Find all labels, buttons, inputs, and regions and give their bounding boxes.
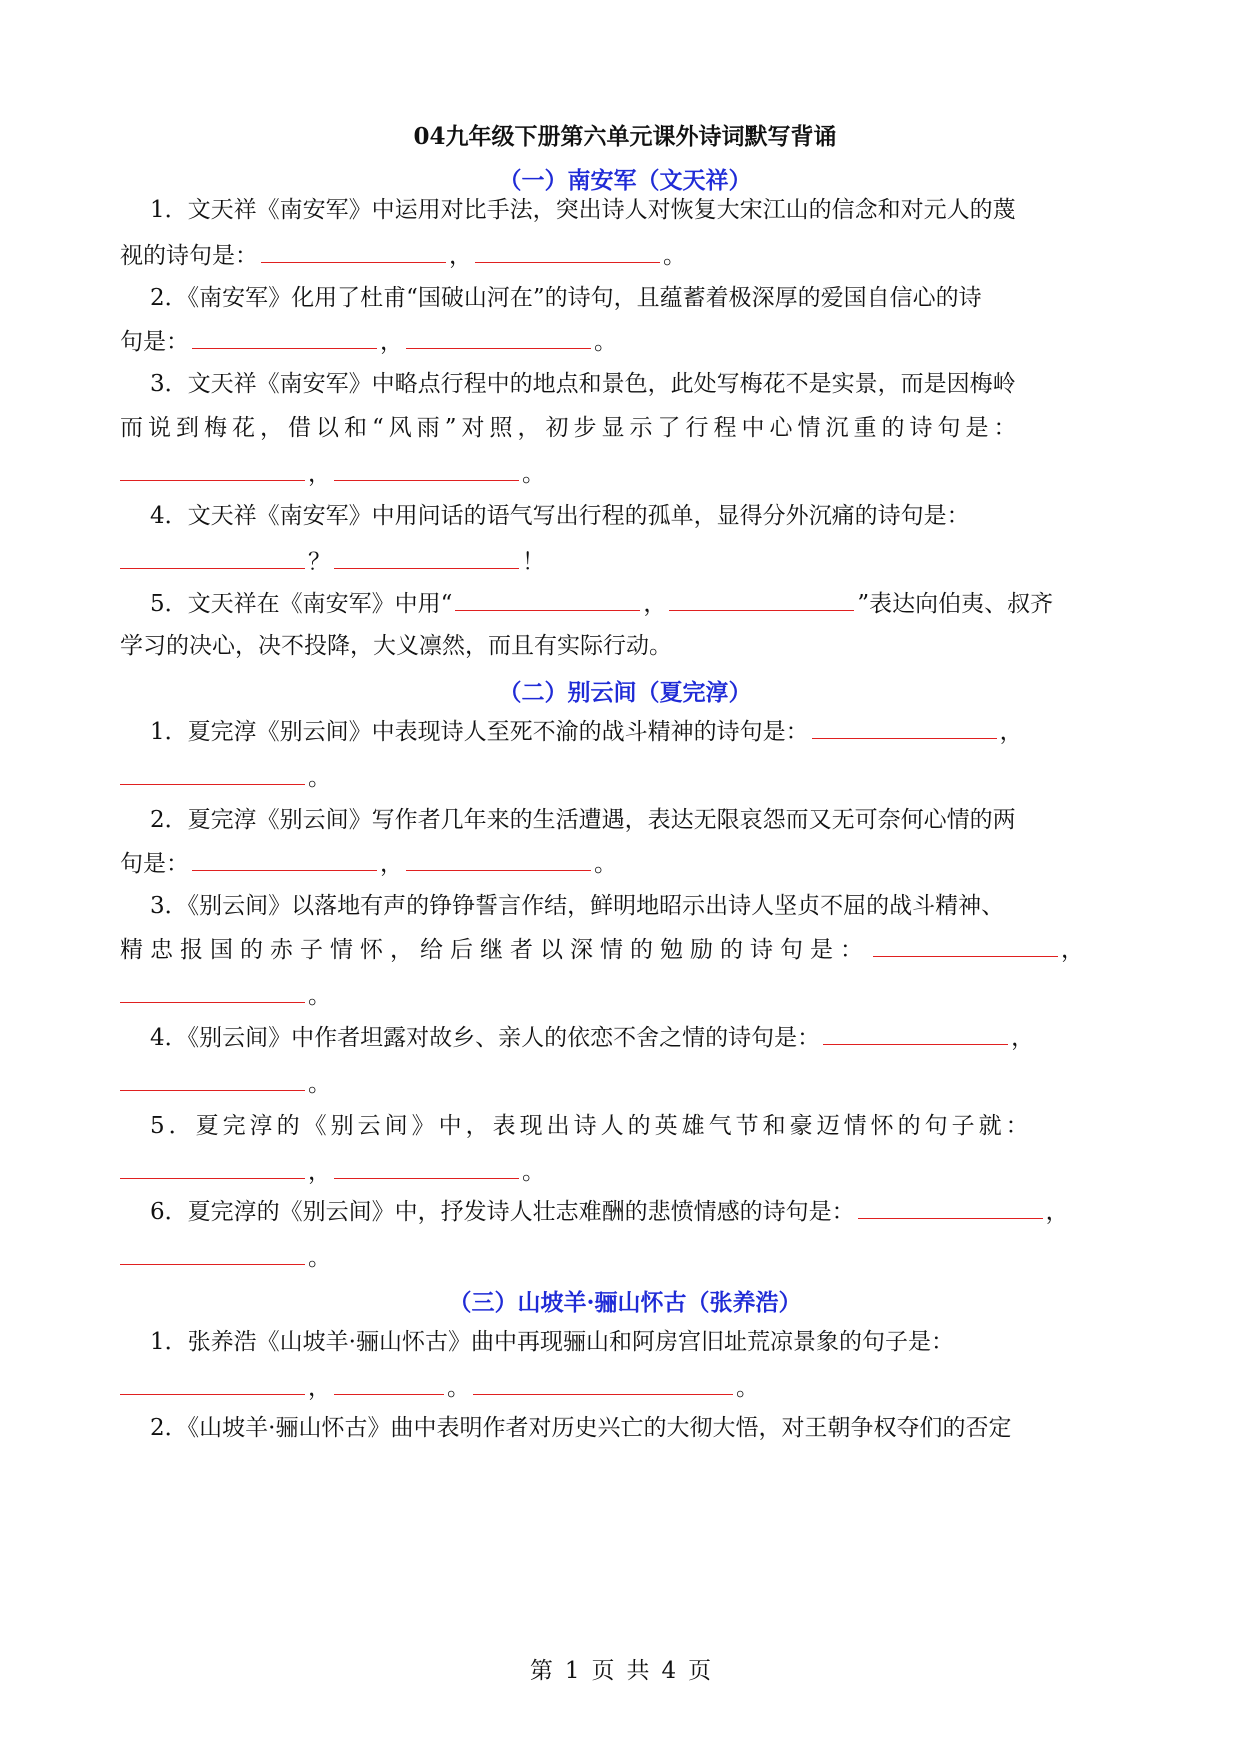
s3-q2-line1: 2．《山坡羊·骊山怀古》曲中表明作者对历史兴亡的大彻大悟，对王朝争权夺们的否定 — [150, 1415, 1012, 1441]
answer-blank[interactable] — [334, 546, 519, 569]
section-heading-3: （三）山坡羊·骊山怀古（张养浩） — [448, 1289, 802, 1316]
s1-q3-line3: ， 。 — [120, 458, 1130, 490]
s2-q3-line3: 。 — [120, 980, 1130, 1012]
answer-blank[interactable] — [120, 1372, 305, 1395]
s3-q1-line2: ， 。 。 — [120, 1372, 1130, 1404]
s2-q5-line2: ， 。 — [120, 1156, 1130, 1188]
s2-q6-line2: 。 — [120, 1242, 1130, 1274]
answer-blank[interactable] — [120, 1068, 305, 1091]
answer-blank[interactable] — [120, 762, 305, 785]
answer-blank[interactable] — [473, 1372, 733, 1395]
total-pages: 4 — [661, 1658, 677, 1684]
answer-blank[interactable] — [192, 326, 377, 349]
s1-q2-line1: 2．《南安军》化用了杜甫“国破山河在”的诗句，且蕴蓄着极深厚的爱国自信心的诗 — [150, 285, 982, 311]
s2-q3-line2: 精忠报国的赤子情怀，给后继者以深情的勉励的诗句是： ， — [120, 934, 1130, 966]
answer-blank[interactable] — [455, 588, 640, 611]
s2-q6-line1: 6．夏完淳的《别云间》中，抒发诗人壮志难酬的悲愤情感的诗句是： ， — [150, 1196, 1130, 1228]
answer-blank[interactable] — [334, 458, 519, 481]
s1-q5-line2: 学习的决心，决不投降，大义凛然，而且有实际行动。 — [120, 633, 672, 659]
answer-blank[interactable] — [334, 1372, 444, 1395]
s2-q1-line1: 1．夏完淳《别云间》中表现诗人至死不渝的战斗精神的诗句是： ， — [150, 716, 1130, 748]
answer-blank[interactable] — [120, 458, 305, 481]
answer-blank[interactable] — [669, 588, 854, 611]
s2-q2-line2: 句是： ， 。 — [120, 848, 1130, 880]
answer-blank[interactable] — [873, 934, 1058, 957]
s2-q5-line1: 5．夏完淳的《别云间》中，表现出诗人的英雄气节和豪迈情怀的句子就： — [150, 1113, 1033, 1139]
answer-blank[interactable] — [261, 240, 446, 263]
answer-blank[interactable] — [120, 1242, 305, 1265]
answer-blank[interactable] — [475, 240, 660, 263]
s2-q4-line2: 。 — [120, 1068, 1130, 1100]
s1-q5-line1: 5．文天祥在《南安军》中用“ ， ”表达向伯夷、叔齐 — [150, 588, 1130, 620]
s1-q1-line1: 1．文天祥《南安军》中运用对比手法，突出诗人对恢复大宋江山的信念和对元人的蔑 — [150, 197, 1016, 223]
s2-q3-line1: 3．《别云间》以落地有声的铮铮誓言作结，鲜明地昭示出诗人坚贞不屈的战斗精神、 — [150, 893, 1005, 919]
answer-blank[interactable] — [120, 980, 305, 1003]
s2-q2-line1: 2．夏完淳《别云间》写作者几年来的生活遭遇，表达无限哀怨而又无可奈何心情的两 — [150, 807, 1016, 833]
s1-q4-line1: 4．文天祥《南安军》中用问话的语气写出行程的孤单，显得分外沉痛的诗句是： — [150, 503, 970, 529]
page-number: 1 — [564, 1658, 580, 1684]
answer-blank[interactable] — [823, 1022, 1008, 1045]
s3-q1-line1: 1．张养浩《山坡羊·骊山怀古》曲中再现骊山和阿房宫旧址荒凉景象的句子是： — [150, 1329, 954, 1355]
s1-q1-line2: 视的诗句是： ， 。 — [120, 240, 1130, 272]
s1-q3-line2: 而说到梅花，借以和“风雨”对照，初步显示了行程中心情沉重的诗句是： — [120, 415, 1022, 441]
answer-blank[interactable] — [120, 546, 305, 569]
section-heading-1: （一）南安军（文天祥） — [498, 167, 752, 194]
answer-blank[interactable] — [192, 848, 377, 871]
s2-q4-line1: 4．《别云间》中作者坦露对故乡、亲人的依恋不舍之情的诗句是： ， — [150, 1022, 1130, 1054]
answer-blank[interactable] — [406, 326, 591, 349]
answer-blank[interactable] — [812, 716, 997, 739]
answer-blank[interactable] — [406, 848, 591, 871]
s1-q3-line1: 3．文天祥《南安军》中略点行程中的地点和景色，此处写梅花不是实景，而是因梅岭 — [150, 371, 1016, 397]
answer-blank[interactable] — [120, 1156, 305, 1179]
s2-q1-line2: 。 — [120, 762, 1130, 794]
document-title: 04九年级下册第六单元课外诗词默写背诵 — [413, 123, 837, 150]
s1-q2-line2: 句是： ， 。 — [120, 326, 1130, 358]
page-footer: 第 1 页 共 4 页 — [529, 1658, 712, 1684]
answer-blank[interactable] — [858, 1196, 1043, 1219]
answer-blank[interactable] — [334, 1156, 519, 1179]
s1-q4-line2: ？ ！ — [120, 546, 1130, 578]
section-heading-2: （二）别云间（夏完淳） — [498, 679, 752, 706]
